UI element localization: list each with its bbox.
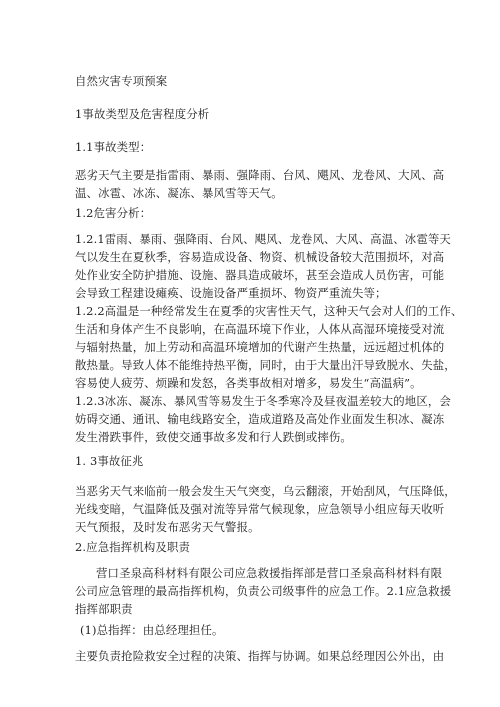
paragraph-line: 当恶劣天气来临前一般会发生天气突变，乌云翻滚，开始刮风，气压降低， xyxy=(75,484,456,498)
section-heading: 2.应急指挥机构及职责 xyxy=(75,540,191,554)
paragraph-line: 气以发生在夏秋季，容易造成设备、物资、机械设备较大范围损坏，对高 xyxy=(75,250,445,264)
paragraph-line: 主要负责抢险救安全过程的决策、指挥与协调。如果总经理因公外出，由 xyxy=(75,649,445,663)
paragraph-line: 营口圣泉高科材料有限公司应急救援指挥部是营口圣泉高科材料有限 xyxy=(96,566,443,580)
paragraph-line: 光线变暗，气温降低及强对流等异常气候现象，应急领导小组应每天收听 xyxy=(75,502,445,516)
paragraph-line: 妨碍交通、通讯、输电线路安全，造成道路及高处作业面发生积冰、凝冻 xyxy=(75,412,445,426)
paragraph-line: 恶劣天气主要是指雷雨、暴雨、强降雨、台风、飓风、龙卷风、大风、高 xyxy=(75,168,445,182)
paragraph-line: 生活和身体产生不良影响，在高温环境下作业，人体从高湿环境接受对流 xyxy=(75,322,445,336)
paragraph-line: 发生滑跌事件，致使交通事故多发和行人跌倒或摔伤。 xyxy=(75,430,352,444)
paragraph-line: 1.2.3冰冻、凝冻、暴风雪等易发生于冬季寒冷及昼夜温差较大的地区，会 xyxy=(75,394,451,408)
subsection-heading: 1.2危害分析： xyxy=(75,206,152,220)
section-heading: 1事故类型及危害程度分析 xyxy=(75,107,210,121)
paragraph-line: 公司应急管理的最高指挥机构，负责公司级事件的应急工作。2.1应急救援 xyxy=(75,584,452,598)
paragraph-line: 天气预报，及时发布恶劣天气警报。 xyxy=(75,520,260,534)
paragraph-line: 温、冰雹、冰冻、凝冻、暴风雪等天气。 xyxy=(75,186,283,200)
paragraph-line: 处作业安全防护措施、设施、器具造成破坏，甚至会造成人员伤害，可能 xyxy=(75,268,445,282)
paragraph-line: 与辐射热量，加上劳动和高温环境增加的代谢产生热量，远远超过机体的 xyxy=(75,340,445,354)
document-title: 自然灾害专项预案 xyxy=(75,74,168,88)
subsection-heading: 1. 3事故征兆 xyxy=(75,454,144,468)
list-item: (1)总指挥：由总经理担任。 xyxy=(80,623,224,637)
paragraph-line: 容易使人疲劳、烦躁和发怒，各类事故相对增多，易发生“高温病”。 xyxy=(75,376,422,390)
subsection-heading: 1.1事故类型： xyxy=(75,140,152,154)
paragraph-line: 1.2.1雷雨、暴雨、强降雨、台风、飓风、龙卷风、大风、高温、冰雹等天 xyxy=(75,232,451,246)
paragraph-line: 会导致工程建设瘫痪、设施设备严重损坏、物资严重流失等； xyxy=(75,286,387,300)
paragraph-line: 1.2.2高温是一种经常发生在夏季的灾害性天气，这种天气会对人们的工作、 xyxy=(75,304,463,318)
paragraph-line: 散热量。导致人体不能维持热平衡，同时，由于大量出汗导致脱水、失盐， xyxy=(75,358,456,372)
paragraph-line: 指挥部职责 xyxy=(75,602,133,616)
